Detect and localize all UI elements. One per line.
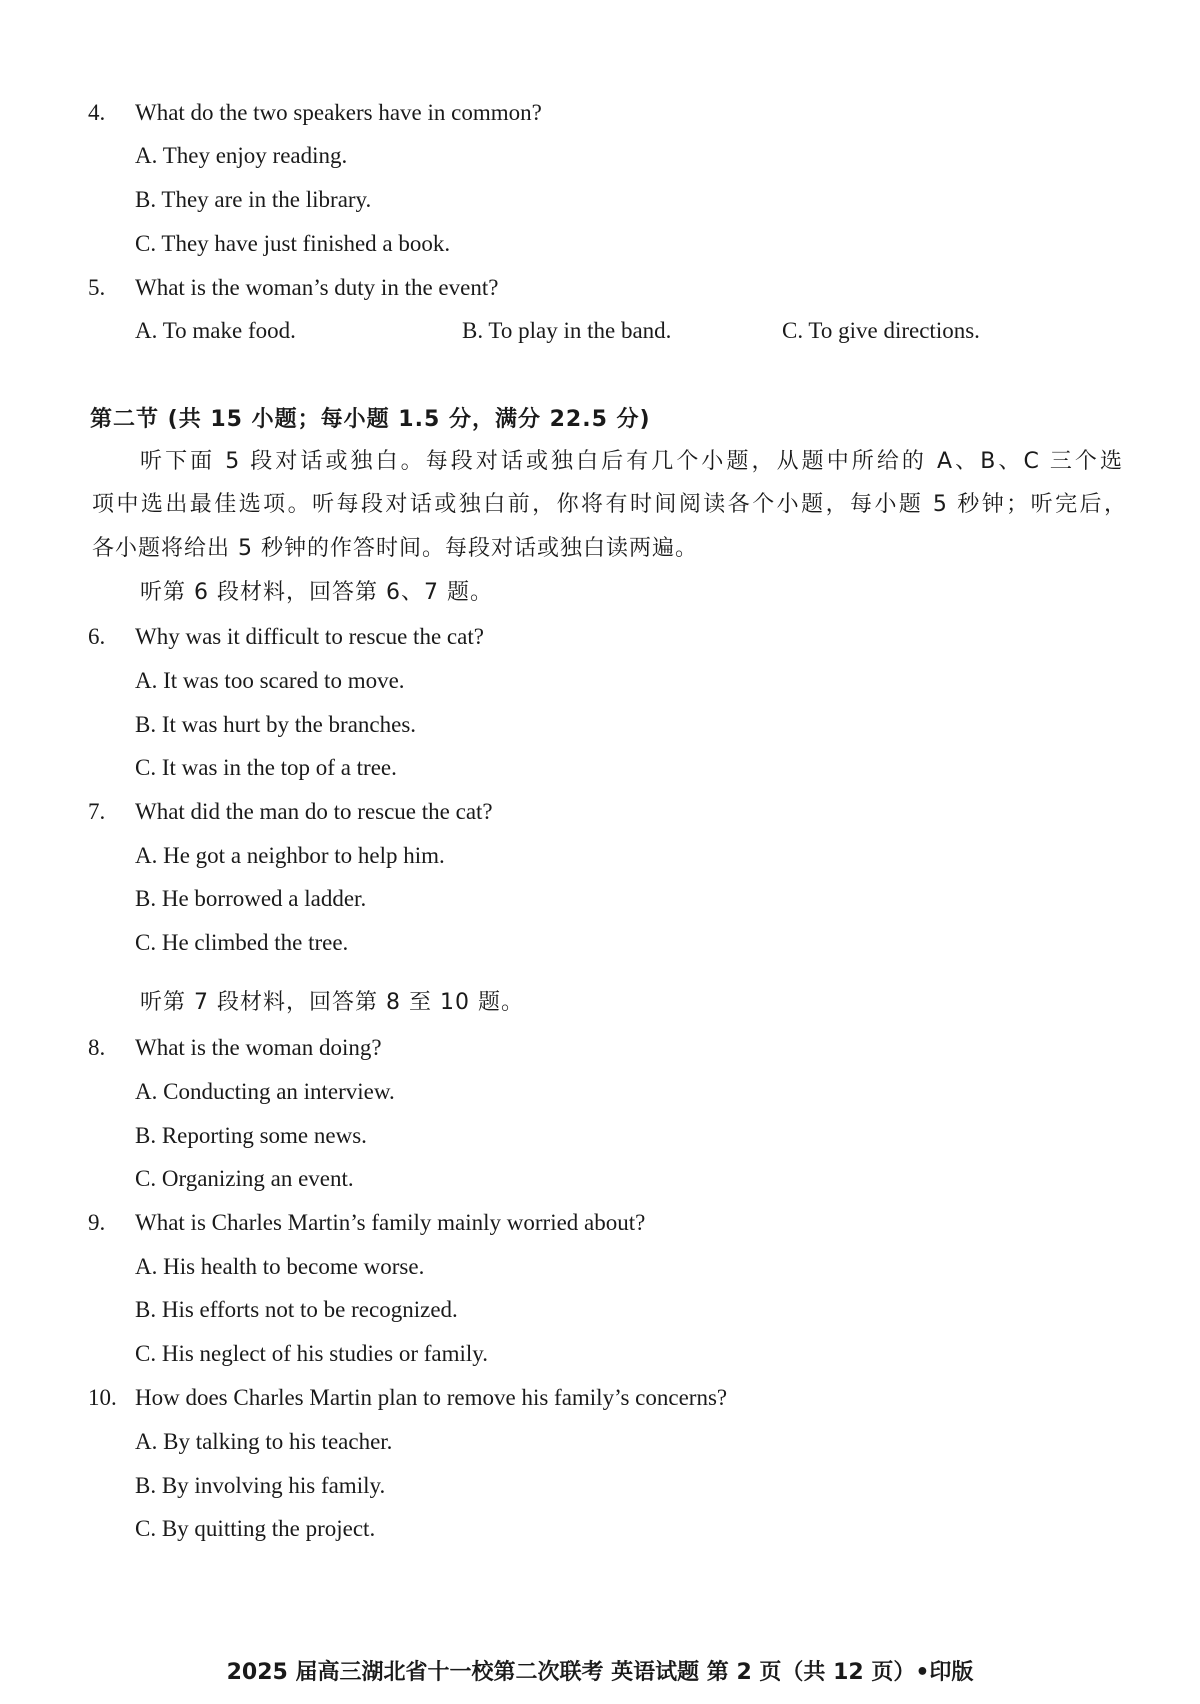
question-5-option-a: A. To make food. — [135, 318, 296, 343]
question-8-option-a: A. Conducting an interview. — [135, 1079, 395, 1104]
instructions-line-3: 各小题将给出 5 秒钟的作答时间。每段对话或独白读两遍。 — [92, 536, 698, 561]
question-4-option-c: C. They have just finished a book. — [135, 231, 451, 256]
question-9-option-b: B. His efforts not to be recognized. — [135, 1297, 458, 1322]
question-4-option-a: A. They enjoy reading. — [135, 143, 348, 168]
page-footer: 2025 届高三湖北省十一校第二次联考 英语试题 第 2 页（共 12 页）•印版 — [226, 1660, 974, 1685]
material-6-heading: 听第 6 段材料，回答第 6、7 题。 — [140, 580, 493, 605]
question-7-number: 7. — [88, 799, 106, 824]
question-9-option-c: C. His neglect of his studies or family. — [135, 1341, 489, 1366]
question-5-option-b: B. To play in the band. — [462, 318, 672, 343]
question-4-number: 4. — [88, 100, 106, 125]
question-7-option-c: C. He climbed the tree. — [135, 930, 349, 955]
question-6-number: 6. — [88, 624, 106, 649]
question-5-option-c: C. To give directions. — [782, 318, 980, 343]
question-9-text: What is Charles Martin’s family mainly worried about? — [135, 1210, 646, 1235]
question-4-text: What do the two speakers have in common? — [135, 100, 542, 125]
question-7-option-a: A. He got a neighbor to help him. — [135, 843, 445, 868]
instructions-line-2: 项中选出最佳选项。听每段对话或独白前，你将有时间阅读各个小题，每小题 5 秒钟；听完后， — [92, 492, 1127, 517]
question-10-number: 10. — [88, 1385, 117, 1410]
question-10-text: How does Charles Martin plan to remove his family’s concerns? — [135, 1385, 728, 1410]
question-6-option-c: C. It was in the top of a tree. — [135, 755, 397, 780]
question-6-text: Why was it difficult to rescue the cat? — [135, 624, 484, 649]
instructions-line-1: 听下面 5 段对话或独白。每段对话或独白后有几个小题，从题中所给的 A、B、C 三个选 — [140, 449, 1123, 474]
question-7-text: What did the man do to rescue the cat? — [135, 799, 493, 824]
question-9-option-a: A. His health to become worse. — [135, 1254, 425, 1279]
question-8-number: 8. — [88, 1035, 106, 1060]
section-heading: 第二节 (共 15 小题；每小题 1.5 分，满分 22.5 分) — [90, 407, 651, 432]
question-5-number: 5. — [88, 275, 106, 300]
question-7-option-b: B. He borrowed a ladder. — [135, 886, 367, 911]
question-4-option-b: B. They are in the library. — [135, 187, 372, 212]
question-6-option-a: A. It was too scared to move. — [135, 668, 405, 693]
question-6-option-b: B. It was hurt by the branches. — [135, 712, 417, 737]
material-7-heading: 听第 7 段材料，回答第 8 至 10 题。 — [140, 990, 524, 1015]
question-9-number: 9. — [88, 1210, 106, 1235]
question-10-option-c: C. By quitting the project. — [135, 1516, 376, 1541]
question-10-option-a: A. By talking to his teacher. — [135, 1429, 393, 1454]
question-8-text: What is the woman doing? — [135, 1035, 382, 1060]
question-10-option-b: B. By involving his family. — [135, 1473, 386, 1498]
question-8-option-c: C. Organizing an event. — [135, 1166, 354, 1191]
question-8-option-b: B. Reporting some news. — [135, 1123, 367, 1148]
question-5-text: What is the woman’s duty in the event? — [135, 275, 499, 300]
